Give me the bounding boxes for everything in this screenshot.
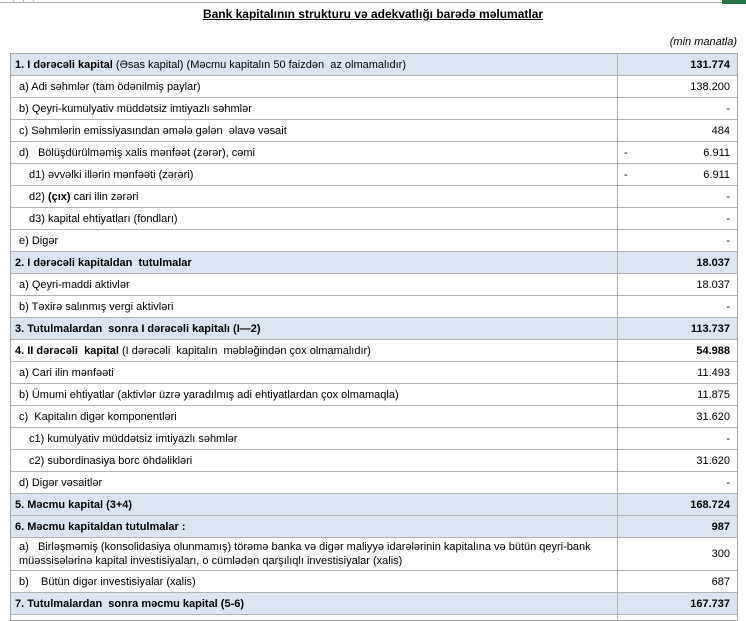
row-label: d2) (çıx) cari ilin zərəri xyxy=(29,190,139,203)
table-row-4 xyxy=(11,340,737,362)
table-row-1c xyxy=(11,120,737,142)
unit-note: (min manatla) xyxy=(669,36,737,48)
excel-green-fragment xyxy=(722,0,746,4)
row-value xyxy=(617,615,737,620)
table-row-1a xyxy=(11,76,737,98)
row-label: d1) əvvəlki illərin mənfəəti (zərəri) xyxy=(29,168,194,181)
row-label: 7. Tutulmalardan sonra məcmu kapital (5-6) xyxy=(15,597,245,610)
row-label xyxy=(11,615,617,620)
row-label: b) Bütün digər investisiyalar (xalis) xyxy=(19,575,196,588)
row-label: 2. I dərəcəli kapitaldan tutulmalar xyxy=(15,256,192,269)
row-value: 300 xyxy=(617,538,737,570)
row-label: b) Ümumi ehtiyatlar (aktivlər üzrə yaradılmış adi ehtiyatlardan çox olmamaqla) xyxy=(19,388,399,401)
row-label: c) Kapitalın digər komponentləri xyxy=(19,410,177,423)
table-row-4c2 xyxy=(11,450,737,472)
row-value: 31.620 xyxy=(617,406,737,427)
table-row-6a xyxy=(11,538,737,571)
row-value: 138.200 xyxy=(617,76,737,97)
table-row-2b xyxy=(11,296,737,318)
row-value: 687 xyxy=(617,571,737,592)
row-value: 484 xyxy=(617,120,737,141)
row-label: a) Cari ilin mənfəəti xyxy=(19,366,114,379)
row-label: a) Birləşməmiş (konsolidasiya olunmamış) törəmə banka və digər maliyyə idarələrinin kapitalına və bütün qeyri-bank müəssisələrinə kapital investisiyaları, o cümlədən qarşılıqlı investisiyalar (xalis) xyxy=(19,541,594,567)
row-value: 987 xyxy=(617,516,737,537)
row-value: 11.493 xyxy=(617,362,737,383)
row-value: 54.988 xyxy=(617,340,737,361)
table-row-7 xyxy=(11,593,737,615)
row-value: - xyxy=(617,296,737,317)
row-label: 3. Tutulmalardan sonra I dərəcəli kapitalı (I—2) xyxy=(15,322,261,335)
row-value: 113.737 xyxy=(617,318,737,339)
row-value: 11.875 xyxy=(617,384,737,405)
row-value: 31.620 xyxy=(617,450,737,471)
row-value: 167.737 xyxy=(617,593,737,614)
table-row-2a xyxy=(11,274,737,296)
table-row-1d xyxy=(11,142,737,164)
row-label: d3) kapital ehtiyatları (fondları) xyxy=(29,212,178,225)
row-label: d) Digər vəsaitlər xyxy=(19,476,103,489)
table-row-3 xyxy=(11,318,737,340)
row-value: 168.724 xyxy=(617,494,737,515)
table-row-1 xyxy=(11,54,737,76)
row-label: 5. Məcmu kapital (3+4) xyxy=(15,498,133,511)
table-row-1d2 xyxy=(11,186,737,208)
row-value: - xyxy=(617,428,737,449)
gridline xyxy=(0,2,746,3)
gridline-tick xyxy=(13,0,14,3)
table-row-1d1 xyxy=(11,164,737,186)
cutoff-row-sliver xyxy=(11,615,737,620)
row-value: - 6.911 xyxy=(617,164,737,185)
row-value: - xyxy=(617,230,737,251)
row-label: c) Səhmlərin emissiyasından əmələ gələn əlavə vəsait xyxy=(19,124,287,137)
table-row-1b xyxy=(11,98,737,120)
table-row-6b xyxy=(11,571,737,593)
row-label: c1) kumulyativ müddətsiz imtiyazlı səhmlər xyxy=(29,432,238,445)
table-row-4d xyxy=(11,472,737,494)
table-row-1d3 xyxy=(11,208,737,230)
row-label: a) Qeyri-maddi aktivlər xyxy=(19,278,130,291)
row-label: 4. II dərəcəli kapital (I dərəcəli kapitalın məbləğindən çox olmamalıdır) xyxy=(15,344,371,357)
table-row-4b xyxy=(11,384,737,406)
table-row-4c xyxy=(11,406,737,428)
row-value: 18.037 xyxy=(617,274,737,295)
table-row-4c1 xyxy=(11,428,737,450)
row-label: b) Təxirə salınmış vergi aktivləri xyxy=(19,300,174,313)
row-value: - xyxy=(617,186,737,207)
row-label: c2) subordinasiya borc öhdəlikləri xyxy=(29,454,193,467)
table-row-1e xyxy=(11,230,737,252)
row-value: - xyxy=(617,472,737,493)
gridline-tick xyxy=(23,0,24,3)
row-label: b) Qeyri-kumulyativ müddətsiz imtiyazlı səhmlər xyxy=(19,102,252,115)
spreadsheet-gridline-strip xyxy=(0,0,746,5)
table-row-6 xyxy=(11,516,737,538)
page-title: Bank kapitalının strukturu və adekvatlığı barədə məlumatlar xyxy=(202,7,544,21)
capital-table xyxy=(10,53,738,621)
table-row-5 xyxy=(11,494,737,516)
row-value: 131.774 xyxy=(617,54,737,75)
row-value: 18.037 xyxy=(617,252,737,273)
row-value: - 6.911 xyxy=(617,142,737,163)
row-label: 1. I dərəcəli kapital (Əsas kapital) (Məcmu kapitalın 50 faizdən az olmamalıdır) xyxy=(15,58,407,71)
row-label: d) Bölüşdürülməmiş xalis mənfəət (zərər), cəmi xyxy=(19,146,255,159)
row-label: e) Digər xyxy=(19,234,59,247)
table-row-4a xyxy=(11,362,737,384)
row-value: - xyxy=(617,208,737,229)
row-label: 6. Məcmu kapitaldan tutulmalar : xyxy=(15,520,186,533)
row-value: - xyxy=(617,98,737,119)
row-label: a) Adi səhmlər (tam ödənilmiş paylar) xyxy=(19,80,201,93)
gridline-tick xyxy=(33,0,34,3)
table-row-2 xyxy=(11,252,737,274)
